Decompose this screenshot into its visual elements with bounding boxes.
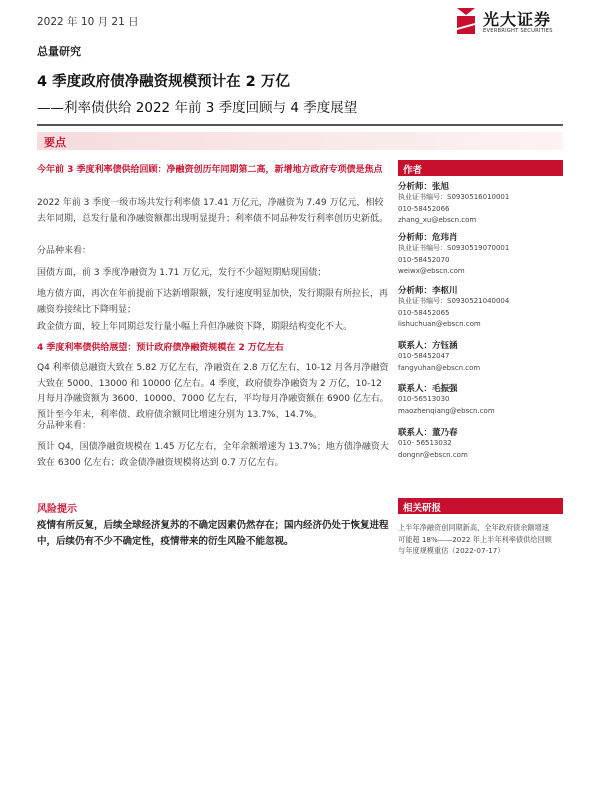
logo-text-cn: 光大证券 — [483, 10, 552, 29]
paragraph-by-type-label-2: 分品种来看： — [37, 421, 92, 431]
risk-body: 疫情有所反复，后续全球经济复苏的不确定因素仍然存在；国内经济仍处于恢复进程中，后续仍有不少不确定性，疫情带来的衍生风险不能忽视。 — [37, 520, 389, 547]
logo-mark-icon — [455, 6, 477, 36]
paragraph-local-bonds: 地方债方面，再次在年前提前下达新增限额，发行速度明显加快，发行期限有所拉长，再融资券接续比下降明显； — [37, 289, 389, 315]
logo-text-en: EVERBRIGHT SECURITIES — [483, 28, 553, 34]
company-logo — [455, 5, 565, 41]
authors-label: 作者 — [403, 165, 423, 176]
report-subtitle: ——利率债供给 2022 年前 3 季度回顾与 4 季度展望 — [37, 100, 358, 116]
author-name: 分析师：张旭 — [398, 182, 450, 192]
summary-section-label: 要点 — [44, 136, 66, 149]
related-report-link[interactable]: 上半年净融资创同期新高，全年政府债余额增速 可能超 18%——2022 年上半年利率债供给回顾 与年度规模重估（2022-07-17） — [398, 523, 552, 555]
paragraph-treasury: 国债方面，前 3 季度净融资为 1.71 万亿元，发行不少超短期贴现国债； — [37, 268, 327, 278]
related-reports-label: 相关研报 — [403, 503, 442, 514]
report-category: 总量研究 — [37, 45, 81, 58]
paragraph-overview: 2022 年前 3 季度一级市场共发行利率债 17.41 万亿元，净融资为 7.49 万亿元，相较去年同期，总发行量和净融资额都出现明显提升；利率债不同品种发行利率创历史新低。 — [37, 198, 389, 224]
contact-name: 联系人：毛振强 — [398, 384, 458, 394]
summary-section-header — [37, 132, 563, 150]
author-info: 执业证书编号：S0930521040004 010-58452065 lishuchuan@ebscn.com — [398, 297, 510, 328]
author-name: 分析师：危玮肖 — [398, 233, 458, 243]
paragraph-q4-by-type: 预计 Q4，国债净融资规模在 1.45 万亿左右，全年余额增速为 13.7%；地方债净融资大致在 6300 亿左右；政金债净融资规模将达到 0.7 万亿左右。 — [37, 442, 389, 468]
title-divider — [37, 124, 563, 126]
highlight-review: 今年前 3 季度利率债供给回顾：净融资创历年同期第二高，新增地方政府专项债是焦点 — [37, 165, 383, 175]
contact-name: 联系人：方钰涵 — [398, 341, 458, 351]
paragraph-q4-forecast: Q4 利率债总融资大致在 5.82 万亿左右，净融资在 2.8 万亿左右，10-12 月各月净融资大致在 5000、13000 和 10000 亿左右。4 季度，政府债券净融资为 2 万亿，10-12 月每月净融资额为 3600、10000、7000 亿左右，平均每月净融资额在 6900 亿左右。预计至今年末，利率债、政府债余额同比增速分别为 13.7%、14.7%。 — [37, 363, 389, 420]
risk-title: 风险提示 — [37, 504, 77, 515]
paragraph-by-type-label: 分品种来看： — [37, 246, 92, 256]
contact-info: 010-56513030 maozhenqiang@ebscn.com — [398, 395, 495, 415]
contact-info: 010-58452047 fangyuhan@ebscn.com — [398, 352, 481, 372]
author-name: 分析师：李枢川 — [398, 286, 458, 296]
related-reports-header — [398, 498, 563, 514]
report-date: 2022 年 10 月 21 日 — [37, 16, 139, 28]
authors-header — [398, 160, 563, 176]
contact-name: 联系人：董乃春 — [398, 428, 458, 438]
paragraph-policy-bank-bonds: 政金债方面，较上年同期总发行量小幅上升但净融资下降，期限结构变化不大。 — [37, 322, 353, 332]
report-title: 4 季度政府债净融资规模预计在 2 万亿 — [37, 74, 290, 90]
author-info: 执业证书编号：S0930519070001 010-58452070 weiwx@ebscn.com — [398, 244, 510, 275]
highlight-outlook: 4 季度利率债供给展望：预计政府债净融资规模在 2 万亿左右 — [37, 343, 284, 353]
contact-info: 010- 56513032 dongnr@ebscn.com — [398, 439, 468, 459]
author-info: 执业证书编号：S0930516010001 010-58452066 zhang_xu@ebscn.com — [398, 193, 510, 224]
